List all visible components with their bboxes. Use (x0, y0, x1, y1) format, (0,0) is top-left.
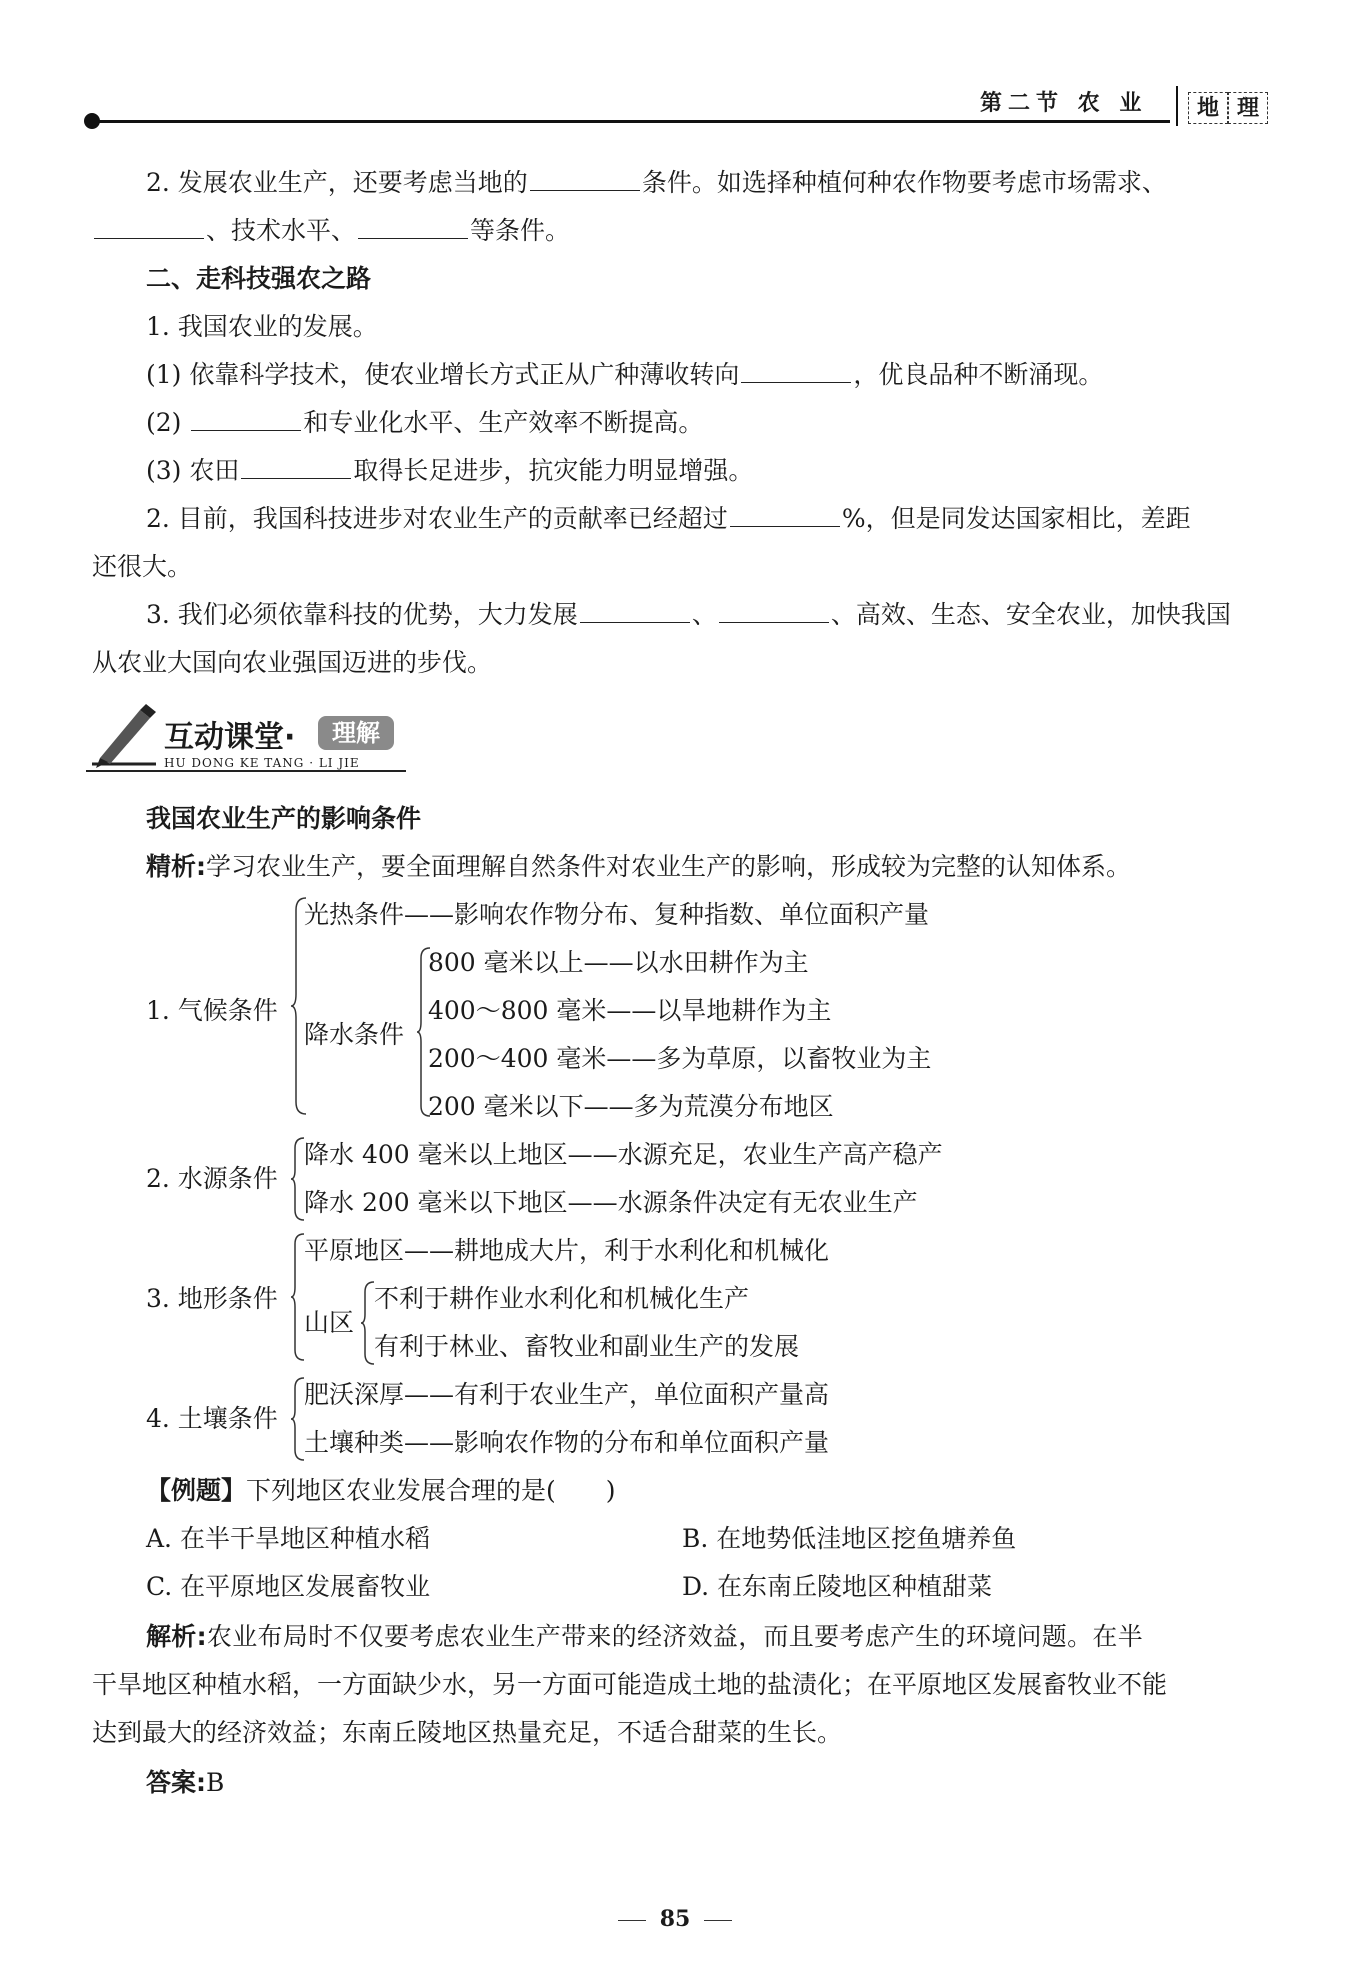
soil-label: 4. 土壤条件 (146, 1404, 278, 1433)
jiexi-line-1: 解析:农业布局时不仅要考虑农业生产带来的经济效益，而且要考虑产生的环境问题。在半 (146, 1622, 1144, 1651)
banner-rule (86, 770, 406, 772)
rain-row-4: 200 毫米以下——多为荒漠分布地区 (428, 1092, 834, 1121)
part2-item2-line2: 还很大。 (92, 552, 193, 581)
option-c: C. 在平原地区发展畜牧业 (146, 1572, 431, 1601)
answer: 答案:B (146, 1768, 225, 1797)
subject-char-1: 地 (1188, 92, 1228, 124)
subject-char-2: 理 (1228, 92, 1268, 124)
part1-item2-line1: 2. 发展农业生产，还要考虑当地的 条件。如选择种植何种农作物要考虑市场需求、 (146, 168, 1167, 197)
mountain-row-1: 不利于耕作业水利化和机械化生产 (374, 1284, 750, 1313)
pen-writing-icon (86, 700, 166, 772)
part2-item3-line1: 3. 我们必须依靠科技的优势，大力发展 、 、高效、生态、安全农业，加快我国 (146, 600, 1231, 629)
page-number: 85 (0, 1906, 1350, 1932)
rain-row-1: 800 毫米以上——以水田耕作为主 (428, 948, 809, 977)
section-title: 第二节 农 业 (980, 90, 1148, 116)
jiexi-line-2: 干旱地区种植水稻，一方面缺少水，另一方面可能造成土地的盐渍化；在平原地区发展畜牧业不能 (92, 1670, 1168, 1699)
water-label: 2. 水源条件 (146, 1164, 278, 1193)
terrain-label: 3. 地形条件 (146, 1284, 278, 1313)
analysis-topic: 我国农业生产的影响条件 (146, 804, 422, 833)
part1-item2-line2: 、技术水平、 等条件。 (92, 214, 570, 248)
soil-row-2: 土壤种类——影响农作物的分布和单位面积产量 (304, 1428, 830, 1457)
banner-badge: 理解 (318, 716, 394, 750)
climate-label: 1. 气候条件 (146, 996, 278, 1025)
climate-rain-label: 降水条件 (304, 1020, 405, 1049)
part2-sub3: (3) 农田 取得长足进步，抗灾能力明显增强。 (146, 456, 754, 485)
example-question: 【例题】下列地区农业发展合理的是( ) (146, 1476, 616, 1505)
part2-item2-line1: 2. 目前，我国科技进步对农业生产的贡献率已经超过 %，但是同发达国家相比，差距 (146, 504, 1191, 533)
jiexi-line-3: 达到最大的经济效益；东南丘陵地区热量充足，不适合甜菜的生长。 (92, 1718, 843, 1747)
rain-row-3: 200～400 毫米——多为草原，以畜牧业为主 (428, 1044, 932, 1073)
option-a: A. 在半干旱地区种植水稻 (146, 1524, 430, 1553)
banner-subtitle: HU DONG KE TANG · LI JIE (164, 756, 360, 770)
fill-blank (730, 504, 840, 527)
part2-item3-line2: 从农业大国向农业强国迈进的步伐。 (92, 648, 493, 677)
part2-sub1: (1) 依靠科学技术，使农业增长方式正从广种薄收转向 ，优良品种不断涌现。 (146, 360, 1104, 389)
part2-sub2: (2) 和专业化水平、生产效率不断提高。 (146, 408, 704, 437)
fill-blank (530, 168, 640, 191)
header-rule (92, 120, 1170, 123)
soil-row-1: 肥沃深厚——有利于农业生产，单位面积产量高 (304, 1380, 830, 1409)
water-row-2: 降水 200 毫米以下地区——水源条件决定有无农业生产 (304, 1188, 918, 1217)
fill-blank (191, 408, 301, 431)
fill-blank (719, 600, 829, 623)
mountain-row-2: 有利于林业、畜牧业和副业生产的发展 (374, 1332, 800, 1361)
subject-tag (1176, 86, 1270, 126)
analysis-jingxi: 精析:学习农业生产，要全面理解自然条件对农业生产的影响，形成较为完整的认知体系。 (146, 852, 1132, 881)
option-d: D. 在东南丘陵地区种植甜菜 (682, 1572, 993, 1601)
part2-item1: 1. 我国农业的发展。 (146, 312, 378, 341)
fill-blank (358, 216, 468, 239)
banner-title: 互动课堂· (164, 720, 296, 755)
fill-blank (741, 360, 851, 383)
rain-row-2: 400～800 毫米——以旱地耕作为主 (428, 996, 832, 1025)
climate-light: 光热条件——影响农作物分布、复种指数、单位面积产量 (304, 900, 930, 929)
water-row-1: 降水 400 毫米以上地区——水源充足，农业生产高产稳产 (304, 1140, 943, 1169)
part2-heading: 二、走科技强农之路 (146, 264, 372, 293)
option-b: B. 在地势低洼地区挖鱼塘养鱼 (682, 1524, 1017, 1553)
terrain-plain: 平原地区——耕地成大片，利于水利化和机械化 (304, 1236, 830, 1265)
fill-blank (580, 600, 690, 623)
fill-blank (94, 216, 204, 239)
fill-blank (241, 456, 351, 479)
terrain-mountain-label: 山区 (304, 1308, 355, 1337)
